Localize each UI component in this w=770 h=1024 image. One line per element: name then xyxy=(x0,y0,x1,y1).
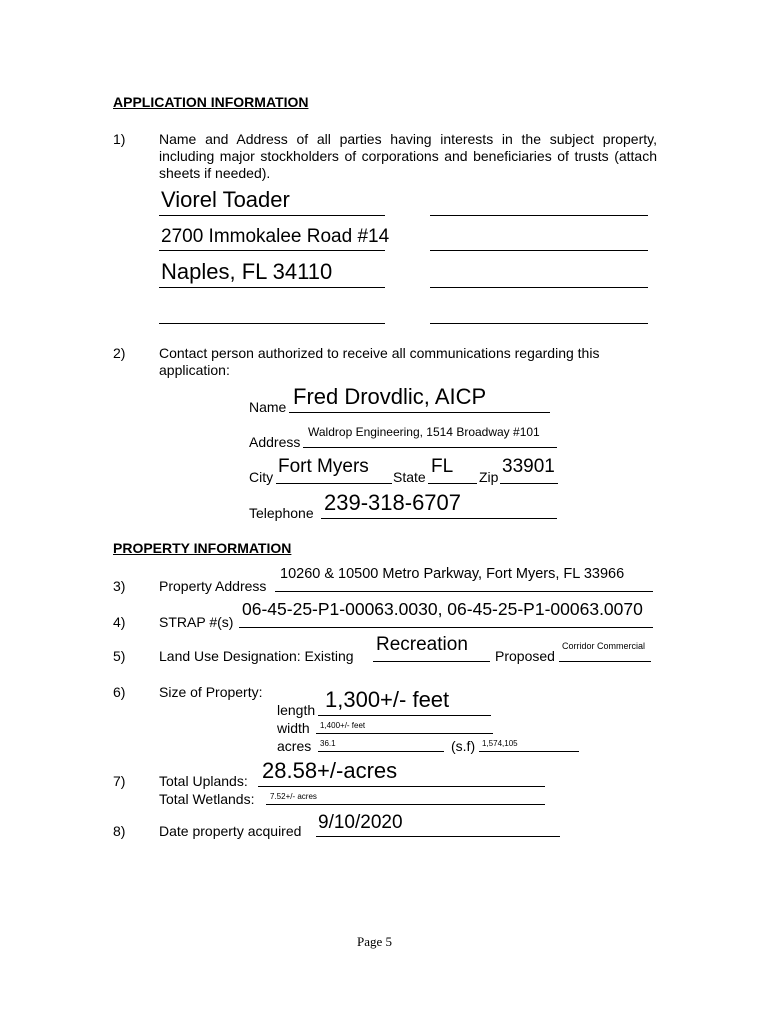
entry-line xyxy=(159,250,385,251)
acres-field[interactable]: 36.1 xyxy=(320,739,336,748)
question-number: 5) xyxy=(113,648,126,664)
question-number: 2) xyxy=(113,345,126,361)
contact-address-field[interactable]: Waldrop Engineering, 1514 Broadway #101 xyxy=(308,425,540,439)
question-2-text: Contact person authorized to receive all communications regarding this application: xyxy=(159,345,600,378)
contact-name-field[interactable]: Fred Drovdlic, AICP xyxy=(293,384,487,409)
address-label: Address xyxy=(249,434,301,450)
entry-line[interactable] xyxy=(430,287,648,288)
uplands-line xyxy=(258,786,545,787)
entry-line[interactable] xyxy=(430,215,648,216)
question-number: 6) xyxy=(113,684,126,700)
entry-line xyxy=(159,287,385,288)
strap-line xyxy=(239,627,653,628)
state-line xyxy=(428,483,477,484)
name-line xyxy=(289,412,550,413)
land-use-label: Land Use Designation: Existing xyxy=(159,648,354,664)
question-number: 4) xyxy=(113,614,126,630)
question-1-text: Name and Address of all parties having interests in the subject property, including major stockholders of corporations and beneficiaries of trusts (attach sheets if needed). xyxy=(159,131,657,181)
land-use-proposed-field[interactable]: Corridor Commercial xyxy=(562,641,646,651)
wetlands-line xyxy=(266,804,545,805)
contact-state-field[interactable]: FL xyxy=(431,456,454,477)
section-heading-property-information: PROPERTY INFORMATION xyxy=(113,540,292,556)
date-acquired-field[interactable]: 9/10/2020 xyxy=(318,812,403,833)
question-number: 7) xyxy=(113,773,126,789)
size-of-property-label: Size of Property: xyxy=(159,684,263,700)
address-line xyxy=(303,447,557,448)
party-address-field[interactable]: 2700 Immokalee Road #14 xyxy=(161,226,390,247)
name-label: Name xyxy=(249,399,287,415)
property-address-line xyxy=(275,591,653,592)
question-number: 3) xyxy=(113,578,126,594)
property-address-field[interactable]: 10260 & 10500 Metro Parkway, Fort Myers, FL 33966 xyxy=(280,566,625,582)
party-name-field[interactable]: Viorel Toader xyxy=(161,187,290,212)
wetlands-field[interactable]: 7.52+/- acres xyxy=(270,792,317,801)
acres-label: acres xyxy=(277,738,312,754)
existing-line xyxy=(373,661,490,662)
sf-line xyxy=(479,751,579,752)
uplands-label: Total Uplands: xyxy=(159,773,248,789)
strap-field[interactable]: 06-45-25-P1-00063.0030, 06-45-25-P1-00063.0070 xyxy=(242,599,643,619)
city-label: City xyxy=(249,469,274,485)
land-use-existing-field[interactable]: Recreation xyxy=(376,634,468,655)
question-number: 8) xyxy=(113,823,126,839)
length-field[interactable]: 1,300+/- feet xyxy=(325,687,450,712)
entry-line[interactable] xyxy=(430,323,648,324)
contact-telephone-field[interactable]: 239-318-6707 xyxy=(324,490,462,515)
width-line xyxy=(316,733,493,734)
sf-label: (s.f) xyxy=(451,738,476,754)
party-city-field[interactable]: Naples, FL 34110 xyxy=(161,259,333,284)
telephone-label: Telephone xyxy=(249,505,314,521)
length-line xyxy=(318,715,491,716)
uplands-field[interactable]: 28.58+/-acres xyxy=(262,758,398,783)
wetlands-label: Total Wetlands: xyxy=(159,791,255,807)
date-acquired-label: Date property acquired xyxy=(159,823,302,839)
contact-zip-field[interactable]: 33901 xyxy=(502,456,555,477)
zip-label: Zip xyxy=(479,469,499,485)
property-address-label: Property Address xyxy=(159,578,267,594)
city-line xyxy=(276,483,392,484)
contact-city-field[interactable]: Fort Myers xyxy=(278,456,369,477)
date-acquired-line xyxy=(316,836,560,837)
proposed-line xyxy=(559,661,651,662)
width-label: width xyxy=(277,720,310,736)
sf-field[interactable]: 1,574,105 xyxy=(482,739,518,748)
width-field[interactable]: 1,400+/- feet xyxy=(320,721,366,730)
acres-line xyxy=(318,751,444,752)
length-label: length xyxy=(277,702,316,718)
section-heading-application-information: APPLICATION INFORMATION xyxy=(113,94,309,110)
proposed-label: Proposed xyxy=(495,648,555,664)
strap-label: STRAP #(s) xyxy=(159,614,234,630)
telephone-line xyxy=(321,518,557,519)
state-label: State xyxy=(393,469,426,485)
entry-line[interactable] xyxy=(159,323,385,324)
entry-line xyxy=(159,215,385,216)
entry-line[interactable] xyxy=(430,250,648,251)
page-number: Page 5 xyxy=(357,934,393,949)
zip-line xyxy=(500,483,558,484)
question-number: 1) xyxy=(113,131,126,147)
